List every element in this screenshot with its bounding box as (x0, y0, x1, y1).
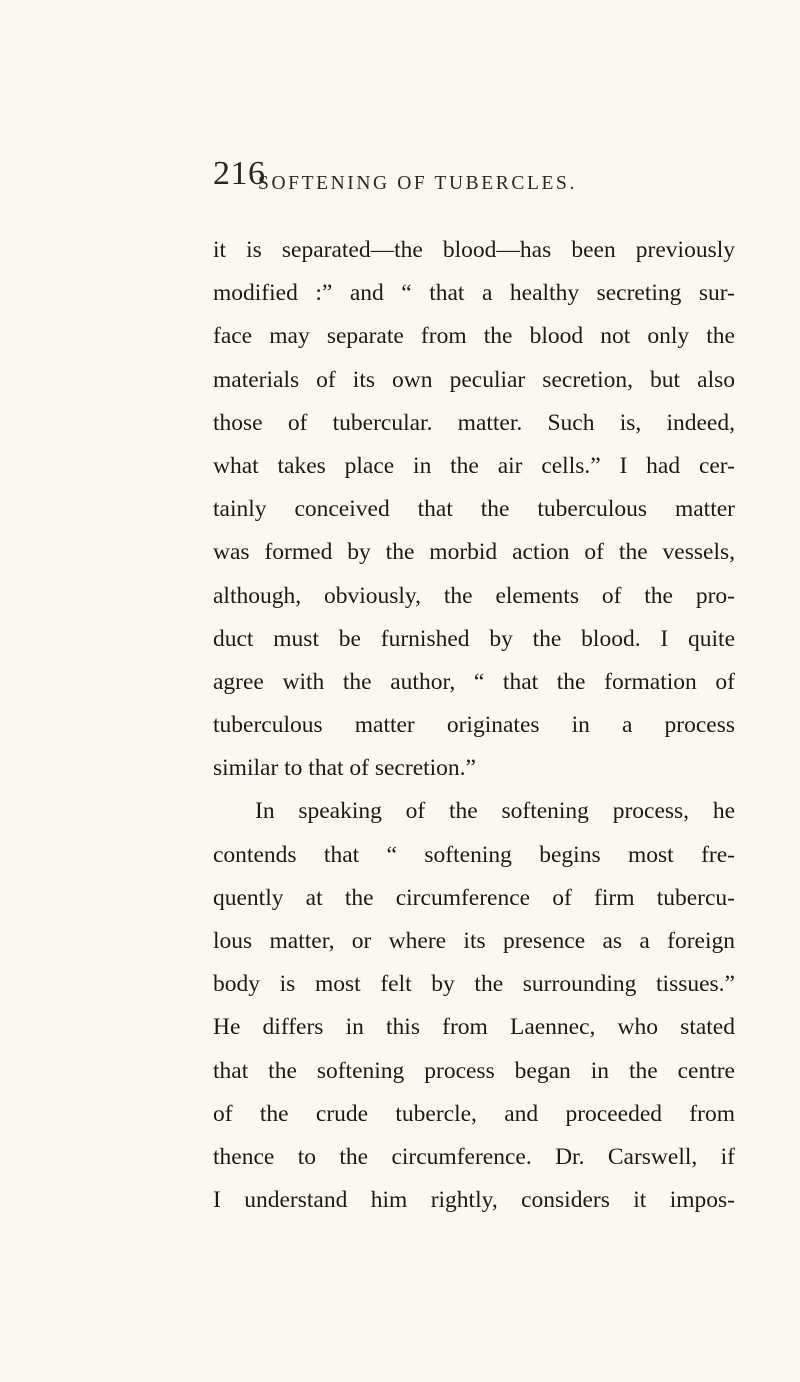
text-line: modified :” and “ that a healthy secreting sur- (213, 280, 735, 307)
text-line: agree with the author, “ that the formation of (213, 668, 735, 695)
running-title: SOFTENING OF TUBERCLES. (258, 173, 577, 194)
text-line: He differs in this from Laennec, who stated (213, 1014, 735, 1041)
text-line: I understand him rightly, considers it impos- (213, 1187, 735, 1214)
text-line: those of tubercular. matter. Such is, indeed, (213, 409, 735, 436)
text-line: lous matter, or where its presence as a foreign (213, 928, 735, 954)
text-line: similar to that of secretion.” (213, 755, 476, 782)
text-line: it is separated—the blood—has been previously (213, 237, 735, 263)
text-line: what takes place in the air cells.” I had cer- (213, 452, 735, 479)
text-line: body is most felt by the surrounding tissues.” (213, 971, 735, 998)
text-line: tainly conceived that the tuberculous matter (213, 496, 735, 523)
text-line: that the softening process began in the centre (213, 1057, 735, 1084)
text-line: of the crude tubercle, and proceeded from (213, 1100, 735, 1127)
text-line: quently at the circumference of firm tubercu- (213, 884, 735, 911)
text-line: materials of its own peculiar secretion, but also (213, 366, 735, 393)
text-line: duct must be furnished by the blood. I quite (213, 625, 735, 652)
text-line: was formed by the morbid action of the vessels, (213, 539, 735, 566)
text-line: contends that “ softening begins most fre- (213, 841, 735, 868)
text-line: tuberculous matter originates in a process (213, 712, 735, 739)
body-text (213, 229, 735, 1222)
text-line: thence to the circumference. Dr. Carswell, if (213, 1143, 735, 1170)
text-line: face may separate from the blood not only the (213, 323, 735, 350)
page-number: 216 (213, 155, 266, 192)
text-line: although, obviously, the elements of the pro- (213, 582, 735, 609)
paragraph-first-line: In speaking of the softening process, he (255, 798, 735, 825)
